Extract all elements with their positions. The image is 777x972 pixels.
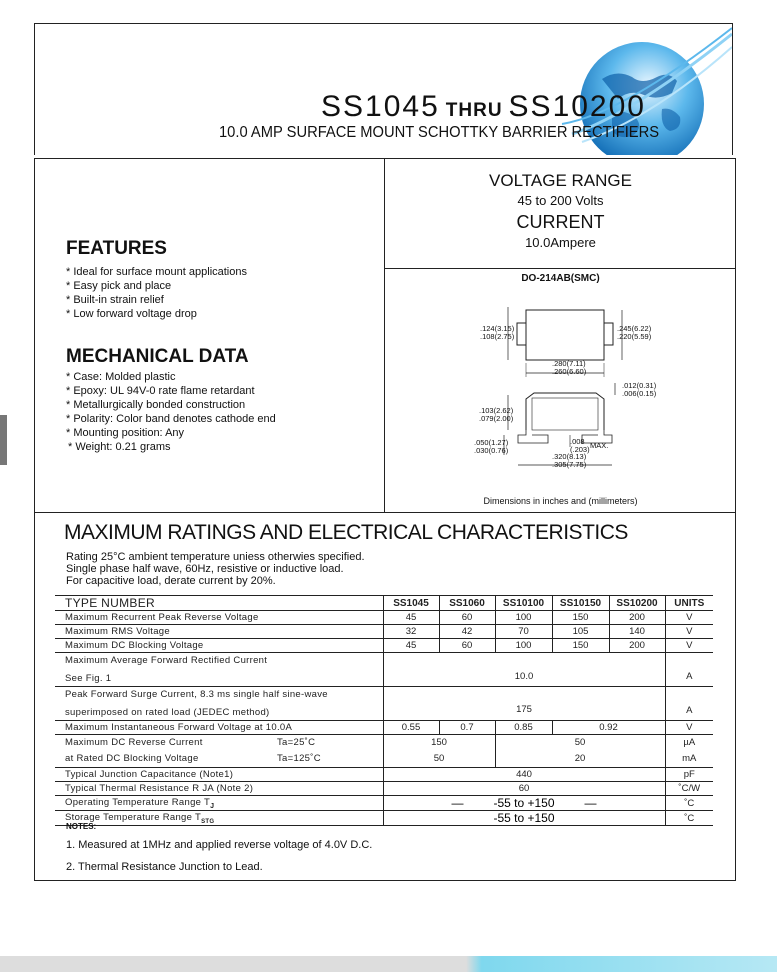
list-item: * Metallurgically bonded construction bbox=[66, 399, 246, 411]
list-item: * Epoxy: UL 94V-0 rate flame retardant bbox=[66, 385, 255, 397]
table-row bbox=[55, 735, 713, 768]
row-label-line bbox=[65, 751, 381, 767]
table-header: SS1060 bbox=[439, 596, 495, 611]
dim-label: .305(7.75) bbox=[552, 460, 587, 469]
dim-label: .079(2.00) bbox=[479, 414, 514, 423]
list-item: * Polarity: Color band denotes cathode end bbox=[66, 413, 276, 425]
dim-label: .280(7.11) bbox=[552, 359, 586, 368]
unit-cell: A bbox=[665, 687, 713, 721]
row-label: Maximum Recurrent Peak Reverse Voltage bbox=[55, 611, 383, 625]
dim-label: .012(0.31) bbox=[622, 381, 657, 390]
unit-cell: V bbox=[665, 611, 713, 625]
footnote-1: 1. Measured at 1MHz and applied reverse voltage of 4.0V D.C. bbox=[66, 839, 373, 851]
cell: 32 bbox=[383, 625, 439, 639]
cell: 105 bbox=[552, 625, 609, 639]
page-subtitle: 10.0 AMP SURFACE MOUNT SCHOTTKY BARRIER RECTIFIERS bbox=[219, 124, 660, 141]
table-row bbox=[55, 796, 713, 811]
unit-cell bbox=[665, 735, 713, 768]
table-row bbox=[55, 768, 713, 782]
row-label bbox=[55, 811, 383, 826]
cell-value: 150 bbox=[431, 737, 447, 748]
row-label bbox=[55, 687, 383, 721]
unit-cell: V bbox=[665, 721, 713, 735]
mechanical-heading: MECHANICAL DATA bbox=[66, 346, 249, 367]
dim-label: .108(2.75) bbox=[480, 332, 515, 341]
divider bbox=[384, 268, 736, 269]
dim-f bbox=[474, 439, 508, 455]
cell: 140 bbox=[609, 625, 665, 639]
notes-heading: NOTES: bbox=[66, 822, 97, 831]
rating-note: Single phase half wave, 60Hz, resistive or inductive load. bbox=[66, 563, 344, 575]
table-header: SS10200 bbox=[609, 596, 665, 611]
row-label-text: Operating Temperature Range T bbox=[65, 796, 211, 808]
table-header: UNITS bbox=[665, 596, 713, 611]
row-label-line bbox=[65, 735, 381, 751]
dim-max: MAX. bbox=[590, 441, 609, 450]
dim-label: .220(5.59) bbox=[617, 332, 652, 341]
table-row bbox=[55, 811, 713, 826]
package-name: DO-214AB(SMC) bbox=[521, 273, 600, 284]
row-label-line: superimposed on rated load (JEDEC method) bbox=[65, 707, 270, 718]
dim-label: (.203) bbox=[570, 445, 590, 454]
dim-label: .245(6.22) bbox=[617, 324, 652, 333]
ratings-heading: MAXIMUM RATINGS AND ELECTRICAL CHARACTERISTICS bbox=[64, 521, 628, 544]
cell bbox=[383, 735, 495, 768]
unit-cell: V bbox=[665, 625, 713, 639]
header-box bbox=[34, 23, 733, 155]
condition-label: Ta=125˚C bbox=[277, 753, 321, 764]
row-label: Maximum RMS Voltage bbox=[55, 625, 383, 639]
list-item: * Low forward voltage drop bbox=[66, 308, 197, 320]
part-start: SS1045 bbox=[321, 90, 440, 123]
dimensions-caption: Dimensions in inches and (millimeters) bbox=[483, 496, 638, 506]
list-item: * Weight: 0.21 grams bbox=[68, 441, 171, 453]
table-row bbox=[55, 782, 713, 796]
current-value: 10.0Ampere bbox=[525, 235, 596, 250]
dim-label: .050(1.27) bbox=[474, 438, 509, 447]
current-heading: CURRENT bbox=[516, 212, 605, 232]
list-item: * Easy pick and place bbox=[66, 280, 172, 292]
cell: 100 bbox=[495, 611, 552, 625]
row-label: Typical Junction Capacitance (Note1) bbox=[55, 768, 383, 782]
footer-bar bbox=[0, 956, 777, 972]
cell: 175 bbox=[383, 687, 665, 721]
row-label bbox=[55, 653, 383, 687]
subscript: STG bbox=[201, 818, 215, 825]
cell: -55 to +150 bbox=[383, 811, 665, 826]
part-end: SS10200 bbox=[508, 90, 646, 123]
dim-b bbox=[617, 325, 651, 341]
list-item: * Case: Molded plastic bbox=[66, 371, 176, 383]
footnote-2: 2. Thermal Resistance Junction to Lead. bbox=[66, 861, 263, 873]
cell: 0.7 bbox=[439, 721, 495, 735]
table-header: TYPE NUMBER bbox=[55, 596, 383, 611]
table-header-row bbox=[55, 596, 713, 611]
cell-value: 50 bbox=[433, 753, 445, 764]
cell: 0.55 bbox=[383, 721, 439, 735]
unit-cell: ˚C bbox=[665, 796, 713, 811]
row-label bbox=[55, 735, 383, 768]
cell: 60 bbox=[383, 782, 665, 796]
cell-value: 50 bbox=[574, 737, 586, 748]
cell: 60 bbox=[439, 611, 495, 625]
cell: 440 bbox=[383, 768, 665, 782]
dash: — bbox=[451, 796, 464, 810]
row-label bbox=[55, 796, 383, 811]
row-label-line: Maximum Average Forward Rectified Current bbox=[65, 655, 268, 666]
cell: 100 bbox=[495, 639, 552, 653]
part-title bbox=[321, 90, 646, 124]
row-label-text: at Rated DC Blocking Voltage bbox=[65, 753, 199, 764]
cell: 200 bbox=[609, 639, 665, 653]
cell: 0.85 bbox=[495, 721, 552, 735]
dim-label: .260(6.60) bbox=[552, 367, 587, 376]
mechanical-list bbox=[66, 370, 276, 454]
unit-cell: pF bbox=[665, 768, 713, 782]
cell-value: -55 to +150 bbox=[493, 796, 555, 810]
dim-label: .320(8.13) bbox=[552, 452, 587, 461]
cell: 200 bbox=[609, 611, 665, 625]
cell: 60 bbox=[439, 639, 495, 653]
row-label-line: See Fig. 1 bbox=[65, 673, 112, 684]
cell: 10.0 bbox=[383, 653, 665, 687]
row-label: Maximum Instantaneous Forward Voltage at 10.0A bbox=[55, 721, 383, 735]
cell bbox=[383, 796, 665, 811]
ratings-table bbox=[55, 595, 713, 826]
cell: 42 bbox=[439, 625, 495, 639]
table-row bbox=[55, 625, 713, 639]
row-label: Maximum DC Blocking Voltage bbox=[55, 639, 383, 653]
dim-h bbox=[552, 453, 586, 469]
cell: 0.92 bbox=[552, 721, 665, 735]
list-item: * Ideal for surface mount applications bbox=[66, 266, 247, 278]
scroll-handle[interactable] bbox=[0, 415, 7, 465]
thru-label: THRU bbox=[445, 100, 503, 121]
dash: — bbox=[584, 796, 597, 810]
voltage-range-heading: VOLTAGE RANGE bbox=[489, 171, 632, 190]
features-list bbox=[66, 265, 247, 321]
list-item: * Built-in strain relief bbox=[66, 294, 164, 306]
row-label: Typical Thermal Resistance R JA (Note 2) bbox=[55, 782, 383, 796]
table-row bbox=[55, 721, 713, 735]
dim-d bbox=[622, 382, 656, 398]
cell bbox=[495, 735, 665, 768]
table-header: SS10150 bbox=[552, 596, 609, 611]
dim-label: .103(2.62) bbox=[479, 406, 514, 415]
rating-note: Rating 25°C ambient temperature uniess otherwies specified. bbox=[66, 551, 365, 563]
table-row bbox=[55, 687, 713, 721]
row-label-text: Maximum DC Reverse Current bbox=[65, 737, 203, 748]
cell: 45 bbox=[383, 611, 439, 625]
subscript: J bbox=[210, 802, 215, 810]
condition-label: Ta=25˚C bbox=[277, 737, 316, 748]
table-row bbox=[55, 653, 713, 687]
unit-cell: V bbox=[665, 639, 713, 653]
dim-a bbox=[480, 325, 514, 341]
dim-label: .006(0.15) bbox=[622, 389, 657, 398]
unit-cell: ˚C bbox=[665, 811, 713, 826]
table-row bbox=[55, 639, 713, 653]
dim-label: .124(3.15) bbox=[480, 324, 515, 333]
list-item: * Mounting position: Any bbox=[66, 427, 185, 439]
unit-cell: A bbox=[665, 653, 713, 687]
dim-label: .030(0.76) bbox=[474, 446, 509, 455]
row-label-text: Storage Temperature Range T bbox=[65, 811, 202, 823]
dim-c bbox=[552, 360, 586, 376]
dim-label: .008 bbox=[570, 437, 585, 446]
row-label-line: Peak Forward Surge Current, 8.3 ms single half sine-wave bbox=[65, 689, 328, 700]
cell: 70 bbox=[495, 625, 552, 639]
unit-value: mA bbox=[682, 753, 697, 764]
divider bbox=[34, 512, 736, 513]
features-heading: FEATURES bbox=[66, 238, 167, 259]
rating-note: For capacitive load, derate current by 20%. bbox=[66, 575, 276, 587]
cell: 45 bbox=[383, 639, 439, 653]
unit-cell: ˚C/W bbox=[665, 782, 713, 796]
unit-value: µA bbox=[683, 737, 696, 748]
cell-value: 20 bbox=[574, 753, 586, 764]
ratings-notes bbox=[66, 551, 365, 587]
table-row bbox=[55, 611, 713, 625]
table-header: SS10100 bbox=[495, 596, 552, 611]
cell: 150 bbox=[552, 639, 609, 653]
cell: 150 bbox=[552, 611, 609, 625]
table-header: SS1045 bbox=[383, 596, 439, 611]
voltage-range-value: 45 to 200 Volts bbox=[517, 193, 604, 208]
dim-e bbox=[479, 407, 513, 423]
